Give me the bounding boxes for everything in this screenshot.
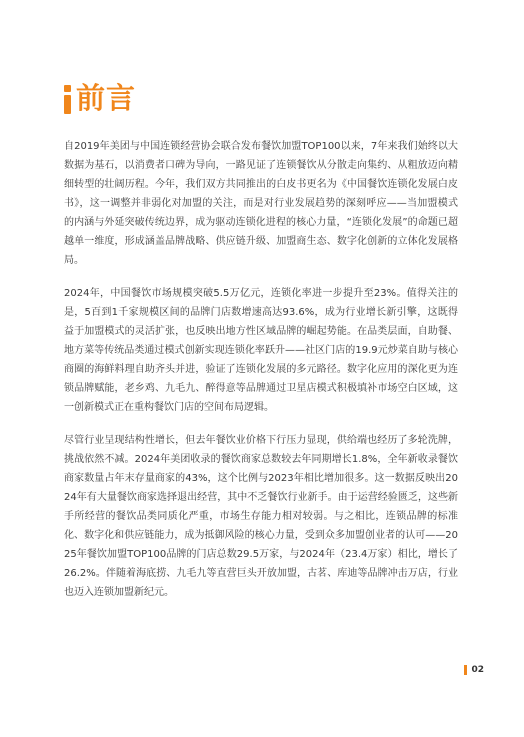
paragraph-3: 尽管行业呈现结构性增长，但去年餐饮业价格下行压力显现，供给端也经历了多轮洗牌，挑战依然不减。2024年美团收录的餐饮商家总数较去年同期增长1.8%，全年新收录餐饮商家数量占年末存量商家的43%，这个比例与2023年相比增加很多。这一数据反映出2024年有大量餐饮商家选择退出经营，其中不乏餐饮行业新手。由于运营经验匮乏，这些新手所经营的餐饮品类同质化严重，市场生存能力相对较弱。与之相比，连锁品牌的标准化、数字化和供应链能力，成为抵御风险的核心力量，受到众多加盟创业者的认可——2025年餐饮加盟TOP100品牌的门店总数29.5万家，与2024年（23.4万家）相比，增长了26.2%。伴随着海底捞、九毛九等直营巨头开放加盟，古茗、库迪等品牌冲击万店，行业也迈入连锁加盟新纪元。 (64, 435, 458, 598)
page-number-bar-icon (464, 665, 467, 675)
page-title: 前言 (76, 81, 137, 115)
paragraph-2: 2024年，中国餐饮市场规模突破5.5万亿元，连锁化率进一步提升至23%。值得关注的是，5百到1千家规模区间的品牌门店数增速高达93.6%，成为行业增长新引擎，这既得益于加盟模式的灵活扩张，也反映出地方性区域品牌的崛起势能。在品类层面，自助餐、地方菜等传统品类通过模式创新实现连锁化率跃升——社区门店的19.9元炒菜自助与核心商圈的海鲜料理自助齐头并进，验证了连锁化发展的多元路径。数字化应用的深化更为连锁品牌赋能，老乡鸡、九毛九、醉得意等品牌通过卫星店模式积极填补市场空白区域，这一创新模式正在重构餐饮门店的空间布局逻辑。 (64, 288, 458, 413)
orange-bar-icon (64, 84, 72, 112)
page-number-text: 02 (471, 665, 484, 675)
heading-mark-bar (64, 95, 71, 114)
body-text (64, 137, 458, 616)
paragraph-1: 自2019年美团与中国连锁经营协会联合发布餐饮加盟TOP100以来，7年来我们始终以大数据为基石，以消费者口碑为导向，一路见证了连锁餐饮从分散走向集约、从粗放迈向精细转型的壮阔历程。今年，我们双方共同推出的白皮书更名为《中国餐饮连锁化发展白皮书》，这一调整并非弱化对加盟的关注，而是对行业发展趋势的深刻呼应——当加盟模式的内涵与外延突破传统边界，成为驱动连锁化进程的核心力量，“连锁化发展”的命题已超越单一维度，形成涵盖品牌战略、供应链升级、加盟商生态、数字化创新的立体化发展格局。 (64, 141, 458, 266)
heading-mark-dot (64, 85, 71, 92)
section-heading (64, 81, 136, 115)
page-number (464, 664, 484, 676)
